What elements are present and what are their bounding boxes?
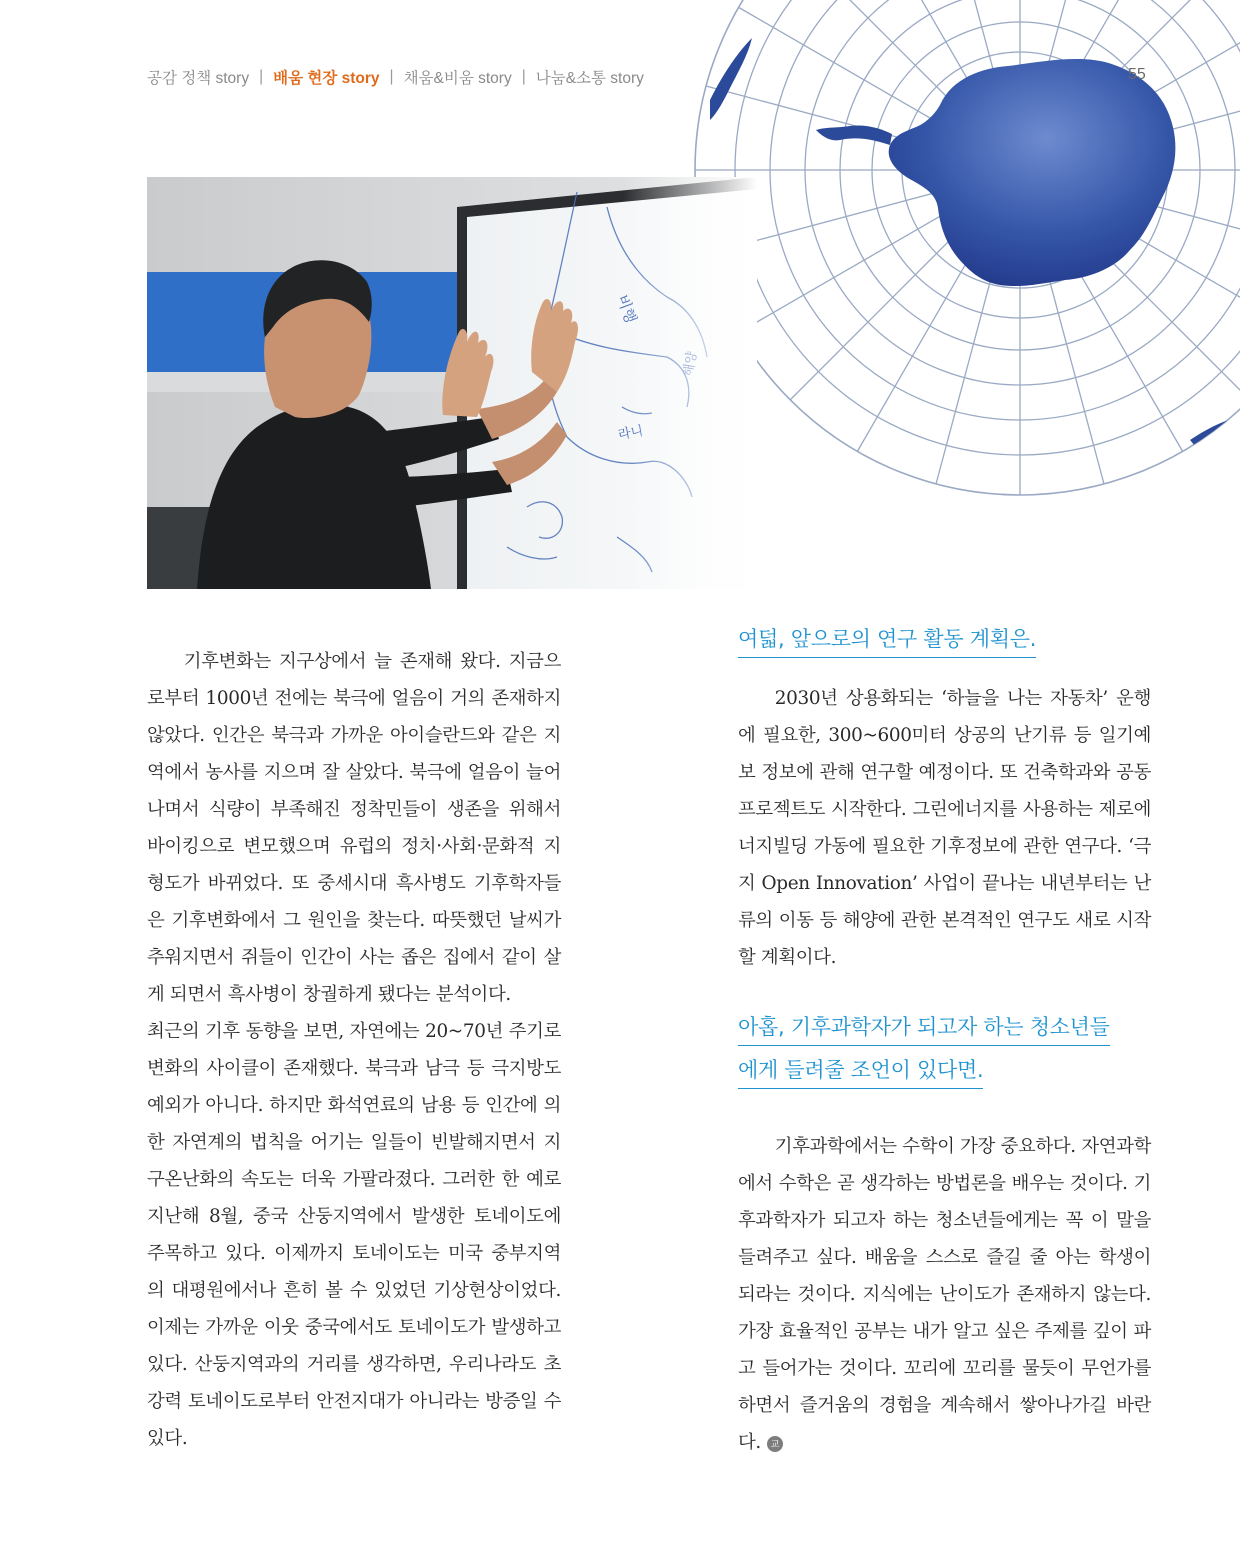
section-heading-eight (738, 618, 1151, 661)
section-nine-body (738, 1128, 1151, 1461)
nav-item-share-story[interactable]: 나눔&소통 story (535, 70, 644, 87)
left-column-text (147, 643, 561, 1457)
nav-separator: | (389, 68, 394, 85)
nav-item-fill-empty-story[interactable]: 채움&비움 story (403, 70, 512, 87)
heading-line: 여덟, 앞으로의 연구 활동 계획은. (738, 621, 1036, 658)
end-mark-icon: 교 (767, 1436, 783, 1452)
page-number: 55 (1128, 66, 1146, 83)
interview-photo (147, 177, 757, 589)
body-paragraph: 기후과학에서는 수학이 가장 중요하다. 자연과학에서 수학은 곧 생각하는 방법론을 배우는 것이다. 기후과학자가 되고자 하는 청소년들에게는 꼭 이 말을 들려주고 싶다. 배움을 스스로 즐길 줄 아는 학생이 되라는 것이다. 지식에는 난이도가 존재하지 않는다. 가장 효율적인 공부는 내가 알고 싶은 주제를 깊이 파고 들어가는 것이다. 꼬리에 꼬리를 물듯이 무언가를 하면서 즐거움의 경험을 계속해서 쌓아나가길 바란다. (738, 1136, 1151, 1453)
body-paragraph: 기후변화는 지구상에서 늘 존재해 왔다. 지금으로부터 1000년 전에는 북극에 얼음이 거의 존재하지 않았다. 인간은 북극과 가까운 아이슬란드와 같은 지역에서 농사를 지으며 잘 살았다. 북극에 얼음이 늘어나며서 식량이 부족해진 정착민들이 생존을 위해서 바이킹으로 변모했으며 유럽의 정치·사회·문화적 지형도가 바뀌었다. 또 중세시대 흑사병도 기후학자들은 기후변화에서 그 원인을 찾는다. 따뜻했던 날씨가 추워지면서 쥐들이 인간이 사는 좁은 집에서 같이 살게 되면서 흑사병이 창궐하게 됐다는 분석이다. (147, 651, 561, 1005)
antarctica-globe-graphic (690, 0, 1240, 500)
nav-item-learning-story[interactable]: 배움 현장 story (273, 70, 380, 87)
nav-separator: | (521, 68, 526, 85)
body-paragraph: 최근의 기후 동향을 보면, 자연에는 20~70년 주기로 변화의 사이클이 존재했다. 북극과 남극 등 극지방도 예외가 아니다. 하지만 화석연료의 남용 등 인간에 의한 자연계의 법칙을 어기는 일들이 빈발해지면서 지구온난화의 속도는 더욱 가팔라졌다. 그러한 한 예로 지난해 8월, 중국 산둥지역에서 발생한 토네이도에 주목하고 있다. 이제까지 토네이도는 미국 중부지역의 대평원에서나 흔히 볼 수 있었던 기상현상이었다. 이제는 가까운 이웃 중국에서도 토네이도가 발생하고 있다. 산둥지역과의 거리를 생각하면, 우리나라도 초강력 토네이도로부터 안전지대가 아니라는 방증일 수 있다. (147, 1021, 561, 1449)
nav-separator: | (259, 68, 264, 85)
section-eight-body (738, 680, 1151, 976)
section-heading-nine (738, 1006, 1151, 1092)
heading-line: 아홉, 기후과학자가 되고자 하는 청소년들 (738, 1009, 1110, 1046)
body-paragraph: 2030년 상용화되는 ‘하늘을 나는 자동차’ 운행에 필요한, 300~600미터 상공의 난기류 등 일기예보 정보에 관해 연구할 예정이다. 또 건축학과와 공동 프로젝트도 시작한다. 그린에너지를 사용하는 제로에너지빌딩 가동에 필요한 기후정보에 관한 연구다. ‘극지 Open Innovation’ 사업이 끝나는 내년부터는 난류의 이동 등 해양에 관한 본격적인 연구도 새로 시작할 계획이다. (738, 688, 1151, 968)
heading-line: 에게 들려줄 조언이 있다면. (738, 1052, 983, 1089)
section-nav (147, 66, 644, 88)
nav-item-policy-story[interactable]: 공감 정책 story (147, 70, 250, 87)
